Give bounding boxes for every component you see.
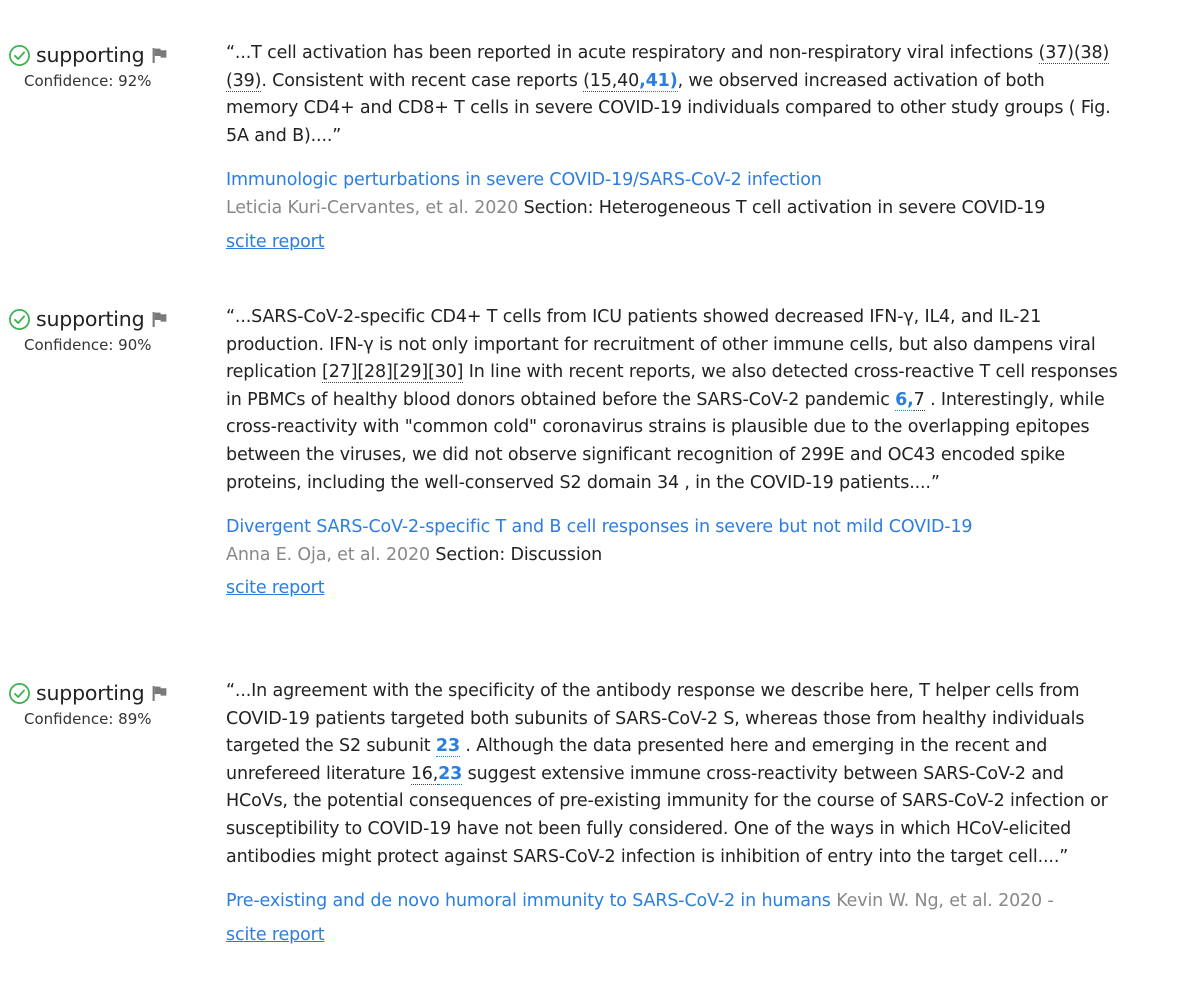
paper-meta <box>226 195 1118 223</box>
reference-marker[interactable]: (37) <box>1038 43 1074 63</box>
paper-title-line <box>226 167 1118 195</box>
flag-icon[interactable] <box>151 311 168 328</box>
highlighted-reference[interactable]: 23 <box>435 736 460 757</box>
reference-marker[interactable]: 16, <box>410 763 439 784</box>
reference-marker[interactable]: [30] <box>428 362 464 383</box>
highlighted-reference[interactable]: ,41) <box>639 70 678 91</box>
excerpt-text: . Consistent with recent case reports <box>261 70 584 91</box>
excerpt-text: In line with recent reports, we also detected cross-reactive T cell responses in PBMCs of healthy blood donors obtained before the SARS-CoV-2 pandemic <box>226 362 1118 410</box>
paper-title-line <box>226 888 1118 916</box>
status-line <box>8 678 208 708</box>
reference-marker[interactable]: (15 <box>583 70 612 91</box>
excerpt-text: “...In agreement with the specificity of the antibody response we describe here, T helper cells from COVID-19 patients targeted both subunits of SARS-CoV-2 S, whereas those from healthy individuals targeted the S2 subunit <box>226 681 1085 757</box>
confidence-score: Confidence: 92% <box>24 72 152 90</box>
excerpt-text: “...T cell activation has been reported in acute respiratory and non-respiratory viral infections <box>226 43 1039 63</box>
citation-content <box>226 304 1118 598</box>
reference-marker[interactable]: [27] <box>322 362 358 383</box>
paper-authors: Anna E. Oja, et al. 2020 <box>226 544 430 565</box>
paper-title-link[interactable]: Pre-existing and de novo humoral immunity to SARS-CoV-2 in humans <box>226 891 831 912</box>
reference-marker[interactable]: 7 <box>913 389 925 410</box>
paper-title-link[interactable]: Immunologic perturbations in severe COVID-19/SARS-CoV-2 infection <box>226 170 822 191</box>
citation-content <box>226 678 1118 945</box>
classification-panel <box>8 40 208 90</box>
excerpt-text: “...SARS-CoV-2-specific CD4+ T cells from ICU patients showed decreased IFN-γ, IL4, and IL-21 production. IFN-γ is not only important for recruitment of other immune cells, but also dampens viral replication <box>226 307 1096 383</box>
scite-report-link[interactable]: scite report <box>226 578 325 599</box>
check-circle-icon <box>8 44 31 67</box>
paper-authors: Kevin W. Ng, et al. 2020 - <box>836 891 1054 912</box>
reference-marker[interactable]: ,40 <box>611 70 640 91</box>
status-label: supporting <box>36 681 145 705</box>
reference-marker[interactable]: [28] <box>357 362 393 383</box>
excerpt-text: suggest extensive immune cross-reactivity between SARS-CoV-2 and HCoVs, the potential consequences of pre-existing immunity for the course of SARS-CoV-2 infection or susceptibility to COVID-19 have not been fully considered. One of the ways in which HCoV-elicited antibodies might protect against SARS-CoV-2 infection is inhibition of entry into the target cell....” <box>226 763 1108 867</box>
citation-content <box>226 40 1118 252</box>
scite-report-link[interactable]: scite report <box>226 231 325 252</box>
reference-marker[interactable]: [29] <box>392 362 429 383</box>
check-circle-icon <box>8 308 31 331</box>
reference-marker[interactable]: (38) <box>1073 43 1110 63</box>
excerpt-text: , we observed increased activation of both memory CD4+ and CD8+ T cells in severe COVID-19 individuals compared to other study groups ( Fig. 5A and B)....” <box>226 70 1111 146</box>
excerpt-text: . Interestingly, while cross-reactivity with "common cold" coronavirus strains is plausible due to the overlapping epitopes between the viruses, we did not observe significant recognition of 299E and OC43 encoded spike proteins, including the well-conserved S2 domain 34 , in the COVID-19 patients....” <box>226 389 1105 493</box>
citation-excerpt <box>226 304 1118 497</box>
paper-title-link[interactable]: Divergent SARS-CoV-2-specific T and B cell responses in severe but not mild COVID-19 <box>226 517 973 538</box>
citation-excerpt <box>226 40 1118 150</box>
flag-icon[interactable] <box>151 47 168 64</box>
status-line <box>8 40 208 70</box>
confidence-score: Confidence: 89% <box>24 710 152 728</box>
paper-authors: Leticia Kuri-Cervantes, et al. 2020 <box>226 197 519 218</box>
confidence-score: Confidence: 90% <box>24 336 152 354</box>
highlighted-reference[interactable]: 23 <box>438 763 463 784</box>
paper-title-line <box>226 514 1118 542</box>
status-label: supporting <box>36 307 145 331</box>
citation-excerpt <box>226 678 1118 871</box>
reference-marker[interactable]: (39) <box>226 70 262 91</box>
paper-meta <box>226 542 1118 570</box>
flag-icon[interactable] <box>151 685 168 702</box>
highlighted-reference[interactable]: 6, <box>895 389 914 410</box>
paper-section: Section: Heterogeneous T cell activation in severe COVID-19 <box>523 197 1046 218</box>
classification-panel <box>8 304 208 354</box>
check-circle-icon <box>8 682 31 705</box>
excerpt-text: . Although the data presented here and emerging in the recent and unrefereed literature <box>226 736 1048 784</box>
classification-panel <box>8 678 208 728</box>
paper-section: Section: Discussion <box>435 544 603 565</box>
status-line <box>8 304 208 334</box>
status-label: supporting <box>36 43 145 67</box>
scite-report-link[interactable]: scite report <box>226 924 325 945</box>
